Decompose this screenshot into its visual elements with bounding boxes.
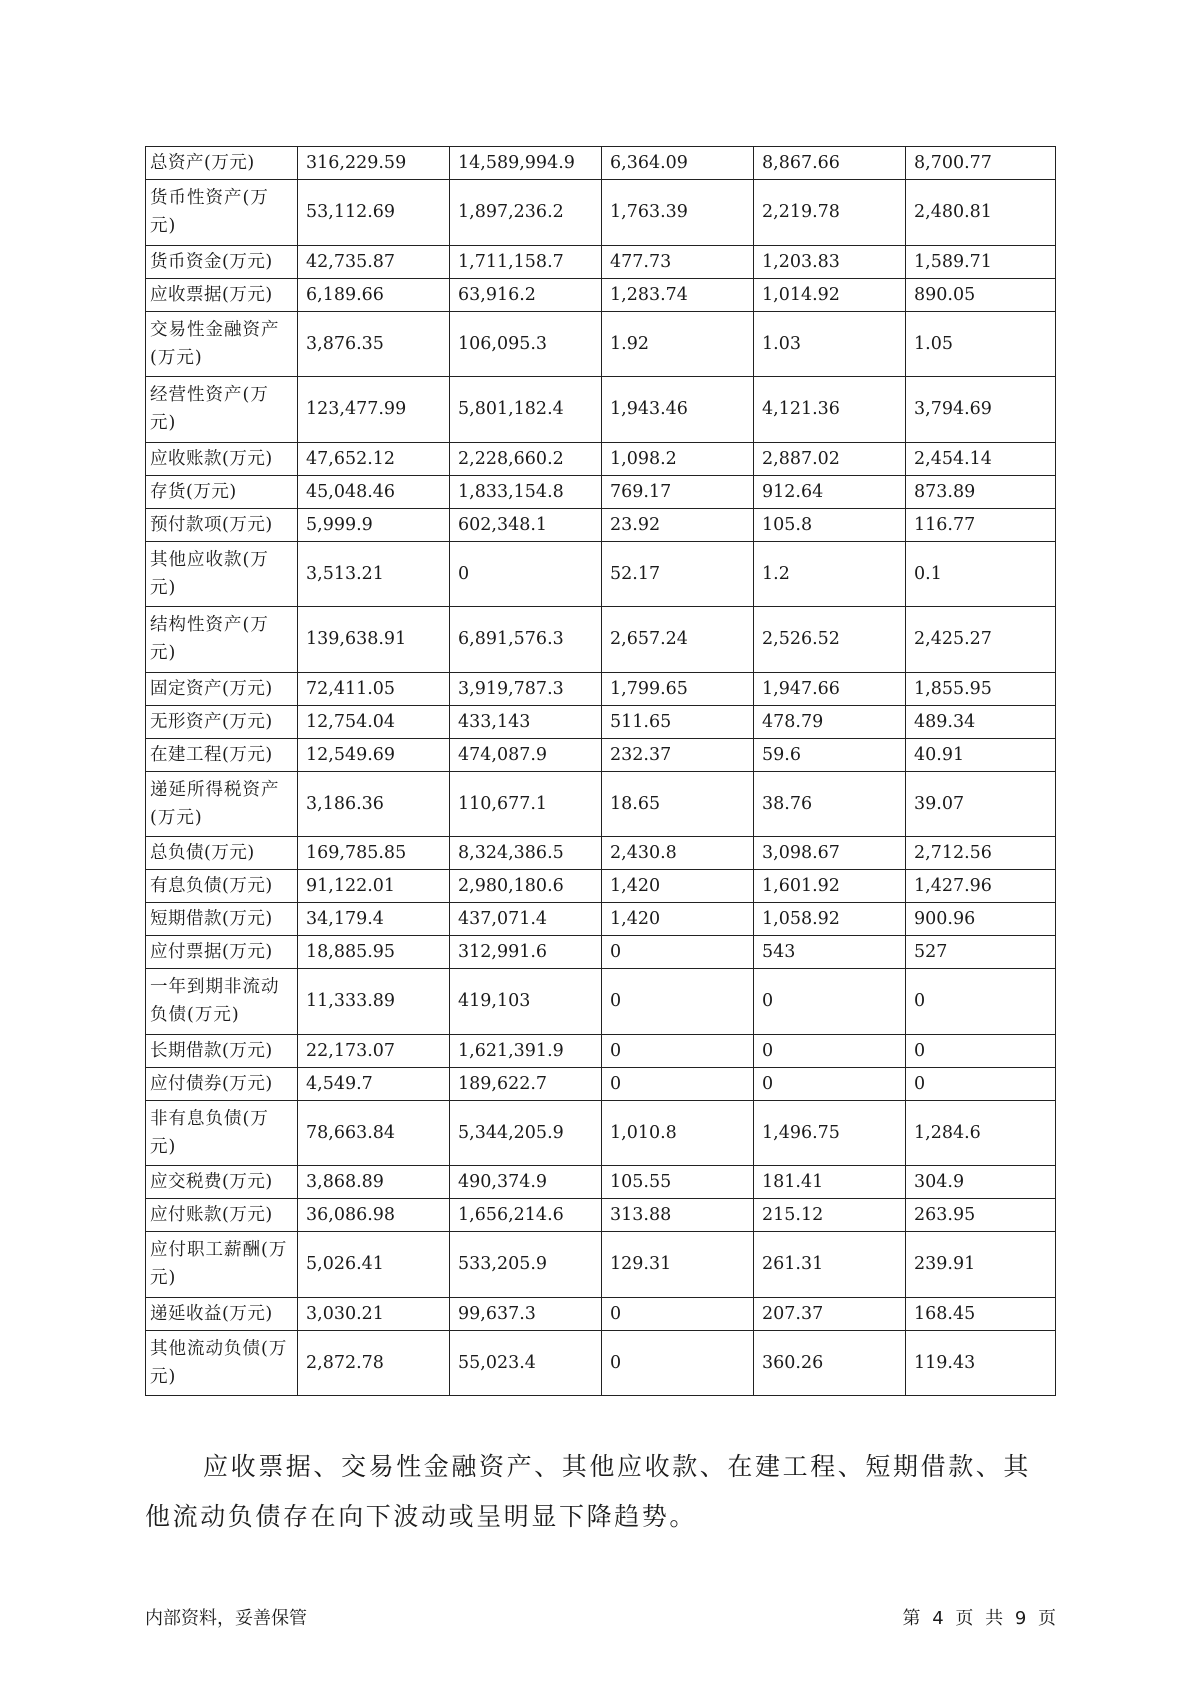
table-cell: 1,763.39 (602, 180, 754, 246)
table-cell: 119.43 (906, 1330, 1056, 1396)
table-cell: 105.8 (754, 508, 906, 541)
table-cell: 1,897,236.2 (450, 180, 602, 246)
table-row (146, 442, 1056, 475)
table-cell: 6,364.09 (602, 147, 754, 180)
table-cell: 0 (450, 541, 602, 607)
table-cell: 527 (906, 936, 1056, 969)
table-cell: 189,622.7 (450, 1067, 602, 1100)
table-cell: 2,526.52 (754, 607, 906, 673)
table-cell: 477.73 (602, 245, 754, 278)
table-cell: 1,601.92 (754, 870, 906, 903)
table-cell: 1.2 (754, 541, 906, 607)
table-cell: 261.31 (754, 1232, 906, 1298)
table-cell: 139,638.91 (298, 607, 450, 673)
row-label: 总资产(万元) (146, 147, 298, 180)
table-cell: 0.1 (906, 541, 1056, 607)
table-cell: 2,657.24 (602, 607, 754, 673)
table-row (146, 1232, 1056, 1298)
table-cell: 207.37 (754, 1297, 906, 1330)
row-label: 短期借款(万元) (146, 903, 298, 936)
footer-page-number: 第 4 页 共 9 页 (902, 1608, 1056, 1629)
row-label: 结构性资产(万元) (146, 607, 298, 673)
table-cell: 1,284.6 (906, 1100, 1056, 1166)
table-cell: 478.79 (754, 705, 906, 738)
table-cell: 1,203.83 (754, 245, 906, 278)
table-cell: 1,656,214.6 (450, 1199, 602, 1232)
table-cell: 18,885.95 (298, 936, 450, 969)
table-cell: 0 (906, 1067, 1056, 1100)
table-cell: 3,186.36 (298, 771, 450, 837)
table-cell: 2,980,180.6 (450, 870, 602, 903)
table-cell: 0 (754, 1067, 906, 1100)
table-cell: 0 (602, 1067, 754, 1100)
table-cell: 419,103 (450, 969, 602, 1035)
table-cell: 1,427.96 (906, 870, 1056, 903)
table-cell: 3,794.69 (906, 377, 1056, 443)
table-cell: 3,868.89 (298, 1166, 450, 1199)
row-label: 预付款项(万元) (146, 508, 298, 541)
table-row (146, 1199, 1056, 1232)
footer-confidential-note: 内部资料，妥善保管 (145, 1608, 307, 1629)
table-cell: 1,010.8 (602, 1100, 754, 1166)
table-row (146, 541, 1056, 607)
table-cell: 437,071.4 (450, 903, 602, 936)
table-cell: 239.91 (906, 1232, 1056, 1298)
table-cell: 360.26 (754, 1330, 906, 1396)
table-row (146, 278, 1056, 311)
table-cell: 0 (602, 936, 754, 969)
table-cell: 59.6 (754, 738, 906, 771)
table-cell: 99,637.3 (450, 1297, 602, 1330)
row-label: 无形资产(万元) (146, 705, 298, 738)
table-cell: 1,711,158.7 (450, 245, 602, 278)
table-cell: 316,229.59 (298, 147, 450, 180)
table-cell: 1.03 (754, 311, 906, 377)
table-cell: 63,916.2 (450, 278, 602, 311)
table-cell: 304.9 (906, 1166, 1056, 1199)
table-cell: 1,833,154.8 (450, 475, 602, 508)
table-cell: 769.17 (602, 475, 754, 508)
row-label: 其他流动负债(万元) (146, 1330, 298, 1396)
table-cell: 2,430.8 (602, 837, 754, 870)
table-cell: 129.31 (602, 1232, 754, 1298)
table-cell: 181.41 (754, 1166, 906, 1199)
row-label: 应付账款(万元) (146, 1199, 298, 1232)
row-label: 总负债(万元) (146, 837, 298, 870)
row-label: 货币性资产(万元) (146, 180, 298, 246)
table-cell: 490,374.9 (450, 1166, 602, 1199)
table-cell: 14,589,994.9 (450, 147, 602, 180)
table-cell: 489.34 (906, 705, 1056, 738)
table-cell: 34,179.4 (298, 903, 450, 936)
row-label: 递延收益(万元) (146, 1297, 298, 1330)
table-cell: 873.89 (906, 475, 1056, 508)
table-cell: 263.95 (906, 1199, 1056, 1232)
table-cell: 2,480.81 (906, 180, 1056, 246)
row-label: 应收账款(万元) (146, 442, 298, 475)
table-row (146, 870, 1056, 903)
table-cell: 0 (602, 1297, 754, 1330)
table-cell: 1,943.46 (602, 377, 754, 443)
table-cell: 602,348.1 (450, 508, 602, 541)
table-cell: 3,030.21 (298, 1297, 450, 1330)
table-cell: 313.88 (602, 1199, 754, 1232)
row-label: 长期借款(万元) (146, 1034, 298, 1067)
row-label: 应付职工薪酬(万元) (146, 1232, 298, 1298)
table-cell: 912.64 (754, 475, 906, 508)
table-cell: 47,652.12 (298, 442, 450, 475)
row-label: 经营性资产(万元) (146, 377, 298, 443)
table-cell: 5,999.9 (298, 508, 450, 541)
table-row (146, 969, 1056, 1035)
row-label: 应付债券(万元) (146, 1067, 298, 1100)
row-label: 非有息负债(万元) (146, 1100, 298, 1166)
table-cell: 1,420 (602, 870, 754, 903)
table-cell: 78,663.84 (298, 1100, 450, 1166)
row-label: 货币资金(万元) (146, 245, 298, 278)
table-cell: 105.55 (602, 1166, 754, 1199)
table-cell: 0 (602, 1330, 754, 1396)
table-row (146, 1067, 1056, 1100)
table-cell: 1,420 (602, 903, 754, 936)
table-cell: 2,454.14 (906, 442, 1056, 475)
table-cell: 3,876.35 (298, 311, 450, 377)
row-label: 存货(万元) (146, 475, 298, 508)
table-cell: 474,087.9 (450, 738, 602, 771)
table-row (146, 1297, 1056, 1330)
table-row (146, 672, 1056, 705)
table-row (146, 903, 1056, 936)
table-cell: 91,122.01 (298, 870, 450, 903)
row-label: 在建工程(万元) (146, 738, 298, 771)
table-cell: 890.05 (906, 278, 1056, 311)
table-row (146, 771, 1056, 837)
table-cell: 1,058.92 (754, 903, 906, 936)
table-cell: 55,023.4 (450, 1330, 602, 1396)
table-row (146, 311, 1056, 377)
table-cell: 511.65 (602, 705, 754, 738)
table-cell: 6,891,576.3 (450, 607, 602, 673)
table-cell: 4,549.7 (298, 1067, 450, 1100)
table-row (146, 180, 1056, 246)
table-row (146, 705, 1056, 738)
table-cell: 168.45 (906, 1297, 1056, 1330)
table-cell: 2,219.78 (754, 180, 906, 246)
table-cell: 42,735.87 (298, 245, 450, 278)
table-cell: 5,026.41 (298, 1232, 450, 1298)
table-cell: 4,121.36 (754, 377, 906, 443)
table-cell: 0 (602, 969, 754, 1035)
table-cell: 533,205.9 (450, 1232, 602, 1298)
table-row (146, 1166, 1056, 1199)
table-cell: 2,228,660.2 (450, 442, 602, 475)
table-cell: 1,589.71 (906, 245, 1056, 278)
table-cell: 3,919,787.3 (450, 672, 602, 705)
table-cell: 1,855.95 (906, 672, 1056, 705)
table-cell: 2,712.56 (906, 837, 1056, 870)
row-label: 有息负债(万元) (146, 870, 298, 903)
table-cell: 2,872.78 (298, 1330, 450, 1396)
table-cell: 36,086.98 (298, 1199, 450, 1232)
table-cell: 1,799.65 (602, 672, 754, 705)
table-cell: 6,189.66 (298, 278, 450, 311)
table-row (146, 508, 1056, 541)
table-cell: 3,098.67 (754, 837, 906, 870)
table-cell: 169,785.85 (298, 837, 450, 870)
table-row (146, 936, 1056, 969)
table-cell: 110,677.1 (450, 771, 602, 837)
table-cell: 0 (754, 1034, 906, 1067)
table-cell: 0 (754, 969, 906, 1035)
table-cell: 2,887.02 (754, 442, 906, 475)
table-cell: 39.07 (906, 771, 1056, 837)
table-cell: 52.17 (602, 541, 754, 607)
table-cell: 8,867.66 (754, 147, 906, 180)
table-cell: 8,324,386.5 (450, 837, 602, 870)
row-label: 应付票据(万元) (146, 936, 298, 969)
table-cell: 45,048.46 (298, 475, 450, 508)
table-cell: 5,801,182.4 (450, 377, 602, 443)
table-cell: 12,754.04 (298, 705, 450, 738)
row-label: 应交税费(万元) (146, 1166, 298, 1199)
table-row (146, 1034, 1056, 1067)
table-cell: 72,411.05 (298, 672, 450, 705)
table-cell: 2,425.27 (906, 607, 1056, 673)
row-label: 其他应收款(万元) (146, 541, 298, 607)
table-row (146, 1100, 1056, 1166)
table-cell: 12,549.69 (298, 738, 450, 771)
table-row (146, 1330, 1056, 1396)
table-cell: 116.77 (906, 508, 1056, 541)
table-row (146, 738, 1056, 771)
table-cell: 433,143 (450, 705, 602, 738)
table-cell: 18.65 (602, 771, 754, 837)
table-cell: 0 (906, 1034, 1056, 1067)
table-cell: 23.92 (602, 508, 754, 541)
financial-data-table (145, 146, 1056, 1396)
table-cell: 106,095.3 (450, 311, 602, 377)
row-label: 应收票据(万元) (146, 278, 298, 311)
table-cell: 1,621,391.9 (450, 1034, 602, 1067)
table-cell: 1,098.2 (602, 442, 754, 475)
table-cell: 0 (602, 1034, 754, 1067)
table-cell: 123,477.99 (298, 377, 450, 443)
table-row (146, 245, 1056, 278)
row-label: 一年到期非流动负债(万元) (146, 969, 298, 1035)
table-cell: 40.91 (906, 738, 1056, 771)
table-cell: 1,947.66 (754, 672, 906, 705)
table-cell: 543 (754, 936, 906, 969)
table-cell: 1,283.74 (602, 278, 754, 311)
summary-paragraph: 应收票据、交易性金融资产、其他应收款、在建工程、短期借款、其他流动负债存在向下波动或呈明显下降趋势。 (145, 1452, 1032, 1531)
table-cell: 232.37 (602, 738, 754, 771)
table-body (146, 147, 1056, 1396)
table-row (146, 837, 1056, 870)
table-cell: 1.05 (906, 311, 1056, 377)
table-cell: 5,344,205.9 (450, 1100, 602, 1166)
table-cell: 1,496.75 (754, 1100, 906, 1166)
table-row (146, 147, 1056, 180)
table-row (146, 607, 1056, 673)
row-label: 固定资产(万元) (146, 672, 298, 705)
table-row (146, 475, 1056, 508)
table-cell: 11,333.89 (298, 969, 450, 1035)
table-cell: 8,700.77 (906, 147, 1056, 180)
table-cell: 0 (906, 969, 1056, 1035)
row-label: 交易性金融资产(万元) (146, 311, 298, 377)
table-cell: 53,112.69 (298, 180, 450, 246)
table-row (146, 377, 1056, 443)
table-cell: 22,173.07 (298, 1034, 450, 1067)
table-cell: 1.92 (602, 311, 754, 377)
row-label: 递延所得税资产(万元) (146, 771, 298, 837)
table-cell: 1,014.92 (754, 278, 906, 311)
table-cell: 215.12 (754, 1199, 906, 1232)
table-cell: 312,991.6 (450, 936, 602, 969)
table-cell: 3,513.21 (298, 541, 450, 607)
table-cell: 38.76 (754, 771, 906, 837)
table-cell: 900.96 (906, 903, 1056, 936)
